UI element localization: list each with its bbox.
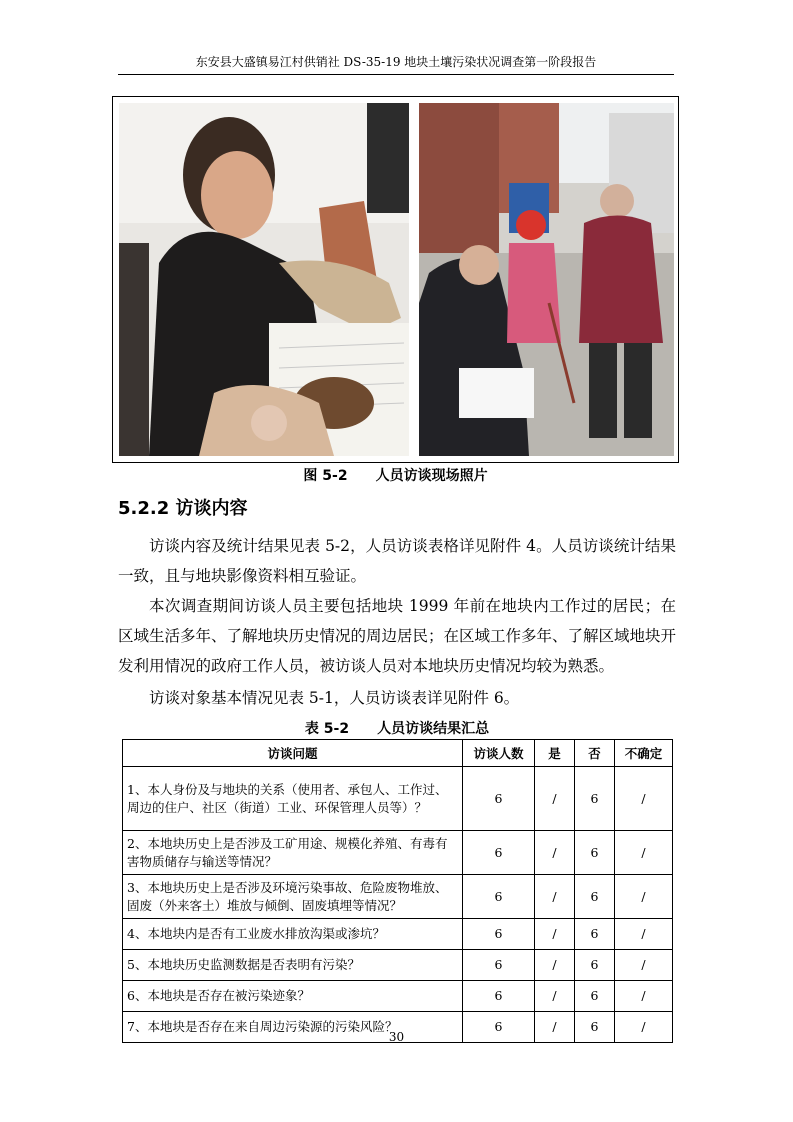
- uncertain-cell: /: [615, 981, 673, 1012]
- interview-photo-left: [119, 103, 409, 456]
- paragraph-2: 本次调查期间访谈人员主要包括地块 1999 年前在地块内工作过的居民；在区域生活多年、了解地块历史情况的周边居民；在区域工作多年、了解区域地块开发利用情况的政府工作人员，被访谈人员对本地块历史情况均较为熟悉。: [118, 597, 677, 675]
- uncertain-cell: /: [615, 767, 673, 831]
- uncertain-cell: /: [615, 950, 673, 981]
- question-cell: 3、本地块历史上是否涉及环境污染事故、危险废物堆放、固废（外来客土）堆放与倾倒、固废填埋等情况？: [123, 875, 463, 919]
- table-header-row: [123, 740, 673, 767]
- header-yes: 是: [535, 740, 575, 767]
- no-cell: 6: [575, 1012, 615, 1043]
- header-count: 访谈人数: [463, 740, 535, 767]
- table-caption: [118, 719, 676, 739]
- yes-cell: /: [535, 1012, 575, 1043]
- no-cell: 6: [575, 767, 615, 831]
- question-cell: 5、本地块历史监测数据是否表明有污染？: [123, 950, 463, 981]
- yes-cell: /: [535, 767, 575, 831]
- interview-results-table: [122, 739, 673, 1043]
- page-number: 30: [388, 1030, 405, 1044]
- paragraph-1: 访谈内容及统计结果见表 5-2，人员访谈表格详见附件 4。人员访谈统计结果一致，且与地块影像资料相互验证。: [118, 537, 676, 585]
- figure-caption: [112, 466, 679, 486]
- table-row: [123, 919, 673, 950]
- uncertain-cell: /: [615, 831, 673, 875]
- yes-cell: /: [535, 919, 575, 950]
- header-no: 否: [575, 740, 615, 767]
- count-cell: 6: [463, 875, 535, 919]
- figure-number: 图 5-2: [303, 468, 348, 484]
- question-cell: 1、本人身份及与地块的关系（使用者、承包人、工作过、周边的住户、社区（街道）工业、环保管理人员等）？: [123, 767, 463, 831]
- no-cell: 6: [575, 950, 615, 981]
- no-cell: 6: [575, 875, 615, 919]
- section-heading: 5.2.2 访谈内容: [118, 498, 248, 519]
- uncertain-cell: /: [615, 919, 673, 950]
- page-header: 东安县大盛镇易江村供销社 DS-35-19 地块土壤污染状况调查第一阶段报告: [195, 55, 597, 69]
- no-cell: 6: [575, 981, 615, 1012]
- question-cell: 6、本地块是否存在被污染迹象？: [123, 981, 463, 1012]
- header-uncertain: 不确定: [615, 740, 673, 767]
- question-cell: 4、本地块内是否有工业废水排放沟渠或渗坑？: [123, 919, 463, 950]
- question-cell: 2、本地块历史上是否涉及工矿用途、规模化养殖、有毒有害物质储存与输送等情况？: [123, 831, 463, 875]
- count-cell: 6: [463, 919, 535, 950]
- figure-caption-text: 人员访谈现场照片: [375, 468, 488, 484]
- yes-cell: /: [535, 875, 575, 919]
- table-number: 表 5-2: [304, 721, 350, 737]
- count-cell: 6: [463, 831, 535, 875]
- count-cell: 6: [463, 981, 535, 1012]
- uncertain-cell: /: [615, 1012, 673, 1043]
- count-cell: 6: [463, 767, 535, 831]
- yes-cell: /: [535, 831, 575, 875]
- count-cell: 6: [463, 950, 535, 981]
- no-cell: 6: [575, 919, 615, 950]
- table-caption-text: 人员访谈结果汇总: [377, 721, 490, 737]
- table-row: [123, 950, 673, 981]
- yes-cell: /: [535, 950, 575, 981]
- question-cell: 7、本地块是否存在来自周边污染源的污染风险？: [123, 1012, 463, 1043]
- paragraph-3: 访谈对象基本情况见表 5-1，人员访谈表详见附件 6。: [149, 689, 520, 707]
- table-row: [123, 831, 673, 875]
- figure-frame: [112, 96, 679, 463]
- interview-photo-right: [419, 103, 674, 456]
- count-cell: 6: [463, 1012, 535, 1043]
- yes-cell: /: [535, 981, 575, 1012]
- header-rule: [118, 74, 674, 75]
- no-cell: 6: [575, 831, 615, 875]
- table-row: [123, 981, 673, 1012]
- uncertain-cell: /: [615, 875, 673, 919]
- header-question: 访谈问题: [123, 740, 463, 767]
- table-row: [123, 875, 673, 919]
- table-row: [123, 767, 673, 831]
